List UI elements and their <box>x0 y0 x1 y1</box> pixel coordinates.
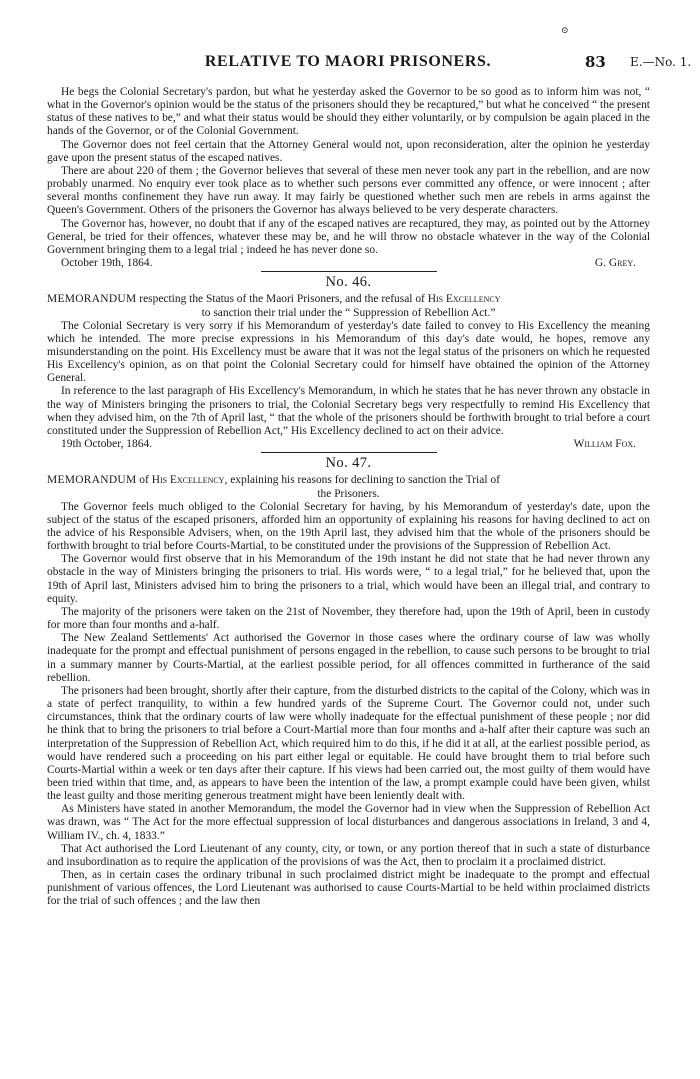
paragraph: In reference to the last paragraph of His Excellency's Memorandum, in which he states that he has never thrown any obstacle in the way of Ministers bringing the prisoners to trial, the Colonial Secretary begs very respectfully to remind His Excellency that when they advised him, on the 7th of April last, “ that the whole of the prisoners should be forthwith brought to trial before a court constituted under the Suppression of Rebellion Act,” His Excellency declined to act on their advice. <box>47 385 650 437</box>
paragraph: That Act authorised the Lord Lieutenant of any county, city, or town, or any portion thereof that in such a state of disturbance and insubordination as to require the application of the provisions of was the Act, then to proclaim it a proclaimed district. <box>47 842 650 868</box>
memo-heading-text: respecting the Status of the Maori Prisoners, and the refusal of <box>136 293 428 306</box>
memo-heading <box>47 293 650 319</box>
memo-heading-title: His Excellency <box>427 293 501 306</box>
signatory: G. Grey. <box>594 257 636 270</box>
memo-heading-continuation: the Prisoners. <box>317 487 380 500</box>
signatory: William Fox. <box>573 438 636 451</box>
running-title: RELATIVE TO MAORI PRISONERS. <box>204 53 492 70</box>
paragraph: Then, as in certain cases the ordinary tribunal in such proclaimed district might be inadequate to the prompt and effectual punishment of various offences, the Lord Lieutenant was authorised to cause Courts-Martial to be held within proclaimed districts for the trial of such offences ; and the law then <box>47 869 650 908</box>
memo-heading-word: MEMORANDUM <box>47 474 137 487</box>
page-header <box>48 53 696 73</box>
memo-date: October 19th, 1864. <box>61 257 153 270</box>
memo-heading-word: MEMORANDUM <box>47 293 137 306</box>
paragraph: He begs the Colonial Secretary's pardon, but what he yesterday asked the Governor to be so good as to inform him was not, “ what in the Governor's opinion would be the status of the prisoners should they be recaptured,” but what he conceived “ the present status of these natives to be,” and what their status would be should they either voluntarily, or by compulsion be again placed in the hands of the Governor, or of the Colonial Government. <box>47 86 650 138</box>
paragraph: The Governor does not feel certain that the Attorney General would not, upon reconsideration, alter the opinion he yesterday gave upon the present status of the escaped natives. <box>47 138 650 164</box>
page-body <box>47 86 650 909</box>
memo-heading-continuation: to sanction their trial under the “ Suppression of Rebellion Act.” <box>201 306 496 319</box>
memo-heading-title: His Excellency <box>151 474 225 487</box>
paragraph: The prisoners had been brought, shortly after their capture, from the disturbed districts to the capital of the Colony, which was in a state of perfect tranquility, to within a few hundred yards of the Supreme Court. The Governor could not, under such circumstances, think that the ordinary courts of law were wholly inadequate for the effectual punishment of these people ; nor did he think that to bring the prisoners to trial before a Court-Martial more than four months and a-half after their capture was such an interpretation of the Suppression of Rebellion Act, which required him to do this, if he did it at all, at the earliest possible period, as would have rendered such a proceeding on his part either legal or equitable. He could have brought them to trial before such Courts-Martial within a week or ten days after their capture. If his views had been carried out, the most guilty of them would have been tried within that time, and, as appears to have been the intention of the law, a prompt example could have been given, whilst the least guilty and those meriting generous treatment might have been leniently dealt with. <box>47 684 650 803</box>
memo-heading <box>47 474 650 500</box>
paragraph: As Ministers have stated in another Memorandum, the model the Governor had in view when the Suppression of Rebellion Act was drawn, was “ The Act for the more effectual suppression of local disturbances and dangerous associations in Ireland, 3 and 4, William IV., ch. 4, 1833.” <box>47 803 650 842</box>
section-divider <box>261 452 437 453</box>
section-46 <box>47 276 650 451</box>
paragraph: The Governor has, however, no doubt that if any of the escaped natives are recaptured, they may, as pointed out by the Attorney General, be tried for their offences, whatever these may be, and he will throw no obstacle whatever in the way of the Colonial Government bringing them to a legal trial ; indeed he has never done so. <box>47 217 650 256</box>
paragraph: The Governor feels much obliged to the Colonial Secretary for having, by his Memorandum of yesterday's date, upon the subject of the status of the escaped prisoners, afforded him an opportunity of explaining his reasons for having declined to act on the advice of his Responsible Advisers, when, on the 19th April last, they advised him that the whole of the prisoners should be forthwith brought to trial before Courts-Martial, to be constituted under the provisions of the Suppression of Rebellion Act. <box>47 500 650 553</box>
section-45-continuation <box>47 86 650 270</box>
memo-date: 19th October, 1864. <box>61 438 153 451</box>
memo-heading-text: , explaining his reasons for declining to sanction the Trial of <box>224 474 500 487</box>
document-reference: E.—No. 1. <box>630 55 692 69</box>
page-number: 83 <box>585 53 606 71</box>
document-number: No. 47. <box>325 455 372 472</box>
paragraph: The Governor would first observe that in his Memorandum of the 19th instant he did not state that he had never thrown any obstacle in the way of Ministers bringing the prisoners to trial. His words were, “ to a legal trial,” for he believed that, upon the 19th of April last, Ministers advised him to bring the prisoners to a trial, which would have been an illegal trial, and contrary to equity. <box>47 553 650 605</box>
memo-heading-text: of <box>136 474 152 487</box>
signature-line <box>47 257 650 270</box>
paragraph: The New Zealand Settlements' Act authorised the Governor in those cases where the ordinary course of law was wholly inadequate for the prompt and effectual punishment of persons engaged in the rebellion, to cause such persons to be brought to trial in a summary manner by Courts-Martial, at the earliest possible period, for all offences committed in furtherance of the said rebellion. <box>47 632 650 684</box>
section-47 <box>47 457 650 908</box>
section-divider <box>261 271 437 272</box>
document-number: No. 46. <box>325 274 372 291</box>
paragraph: The Colonial Secretary is very sorry if his Memorandum of yesterday's date failed to convey to His Excellency the meaning which he intended. The more precise expressions in his Memorandum of this day's date would, he hopes, remove any misunderstanding on the point. His Excellency must be aware that it was not the legal status of the prisoners on which he requested His Excellency's opinion, as on that point the Colonial Secretary could for himself have obtained the opinion of the Attorney General. <box>47 319 650 385</box>
signature-line <box>47 438 650 451</box>
paragraph: The majority of the prisoners were taken on the 21st of November, they therefore had, upon the 19th of April, been in custody for more than four months and a-half. <box>47 605 650 632</box>
corner-mark: ⊙ <box>561 26 569 36</box>
paragraph: There are about 220 of them ; the Governor believes that several of these men never took any part in the rebellion, and are now probably unarmed. No enquiry ever took place as to whether such persons ever committed any offence, or were innocent ; after several months confinement they have run away. It may fairly be questioned whether such men are rebels in arms against the Queen's Government. Others of the prisoners the Governor has always believed to be very desperate characters. <box>47 164 650 217</box>
